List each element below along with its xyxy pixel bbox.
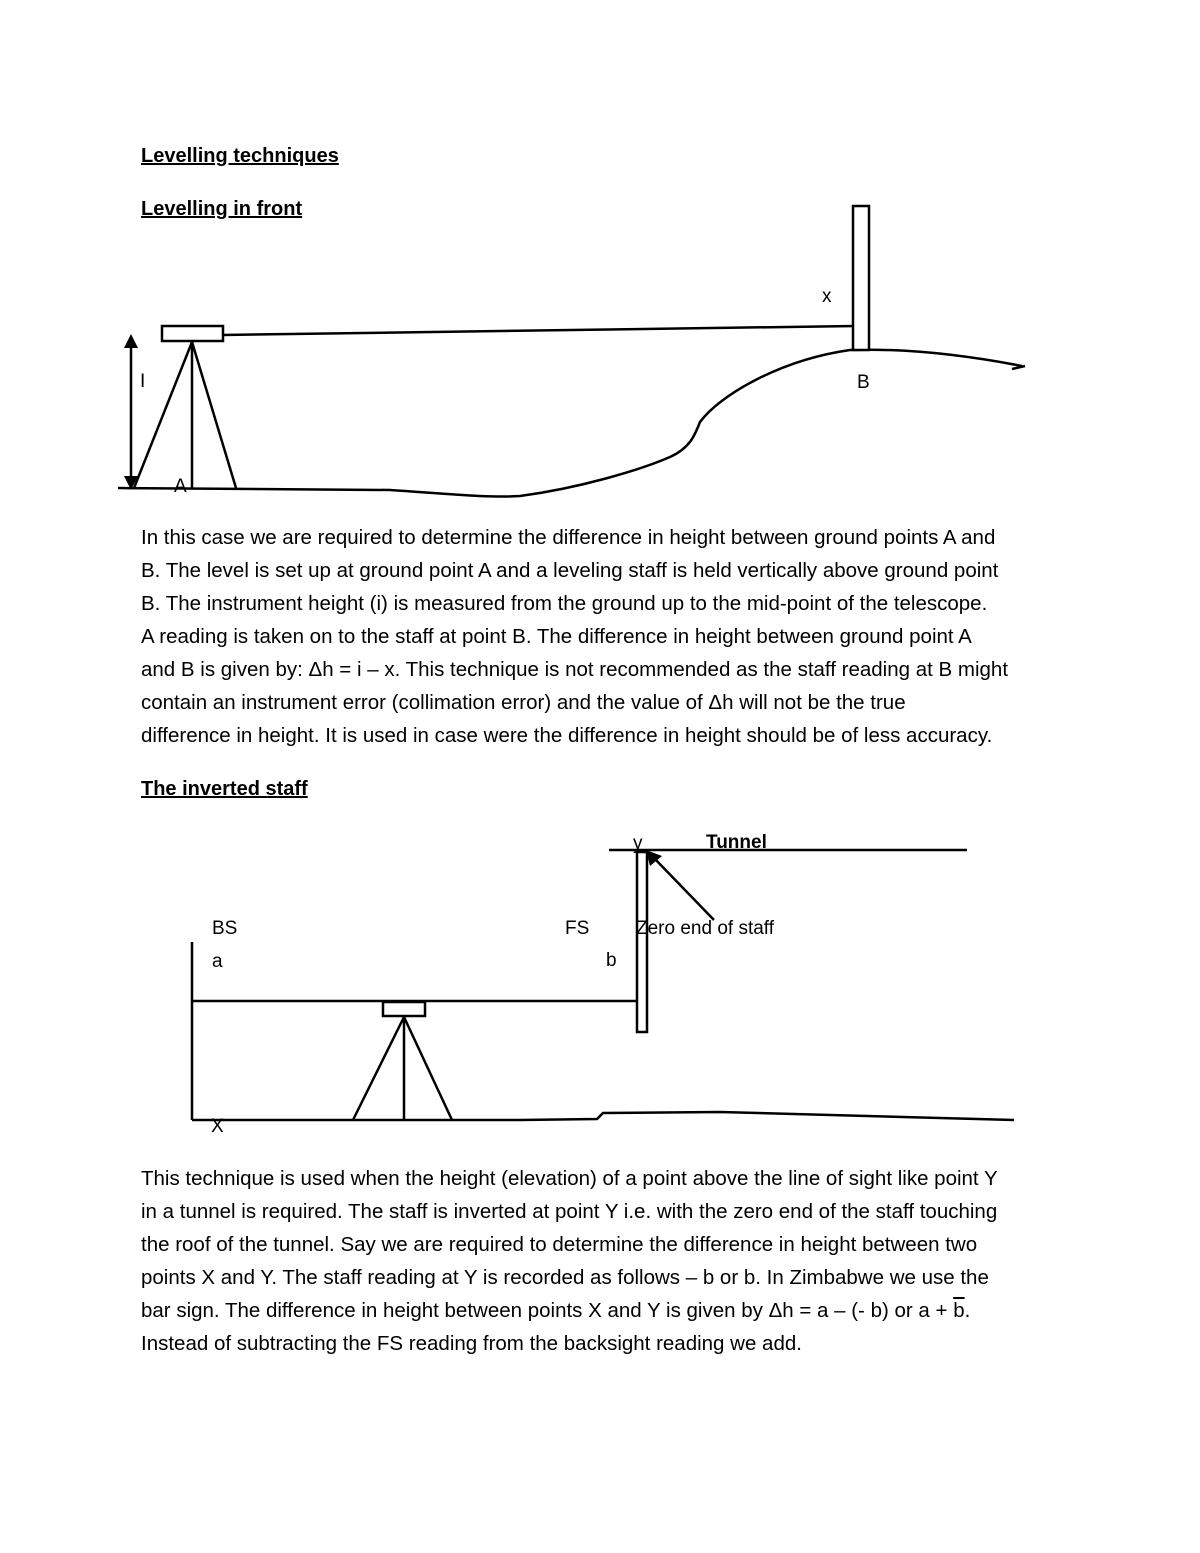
label-tunnel: Tunnel — [706, 832, 767, 853]
label-point-x: X — [211, 1116, 224, 1137]
paragraph-line: B. The instrument height (i) is measured from the ground up to the mid-point of the telescope. — [141, 592, 988, 615]
paragraph-line: This technique is used when the height (elevation) of a point above the line of sight like point Y — [141, 1167, 998, 1190]
paragraph-line: points X and Y. The staff reading at Y is recorded as follows – b or b. In Zimbabwe we use the — [141, 1266, 989, 1289]
paragraph-line: the roof of the tunnel. Say we are required to determine the difference in height between two — [141, 1233, 978, 1256]
levelling-in-front-diagram — [0, 195, 1200, 505]
paragraph-inverted-staff — [141, 1162, 1071, 1360]
ground-profile — [118, 350, 1022, 497]
inverted-staff — [637, 852, 647, 1032]
section-heading-levelling-in-front: Levelling in front — [141, 198, 303, 220]
label-zero-end-of-staff: Zero end of staff — [636, 918, 775, 939]
inverted-staff-diagram — [0, 825, 1200, 1140]
text-run: . — [964, 1299, 971, 1322]
arrow-head-top — [124, 334, 138, 348]
paragraph-line: contain an instrument error (collimation error) and the value of Δh will not be the true — [141, 691, 906, 714]
label-point-b: B — [857, 372, 870, 393]
level-telescope — [383, 1002, 425, 1016]
tripod-leg-right — [192, 342, 236, 488]
paragraph-line: In this case we are required to determine the difference in height between ground points A and — [141, 526, 996, 549]
paragraph-levelling-in-front — [141, 521, 1071, 752]
line-of-sight — [222, 326, 855, 335]
label-reading-b: b — [606, 950, 617, 971]
paragraph-line: and B is given by: Δh = i – x. This technique is not recommended as the staff reading at B might — [141, 658, 1009, 681]
zero-end-arrow-shaft — [654, 858, 714, 920]
tripod-leg-right — [404, 1017, 452, 1120]
label-backsight: BS — [212, 918, 238, 939]
section-heading-inverted-staff: The inverted staff — [141, 778, 308, 800]
label-foresight: FS — [565, 918, 590, 939]
label-point-y: y — [633, 833, 643, 854]
text-run: bar sign. The difference in height between points X and Y is given by Δh = a – (- b) or a + — [141, 1299, 954, 1322]
levelling-staff — [853, 206, 869, 350]
ground-end-tick — [1012, 366, 1025, 369]
paragraph-line: in a tunnel is required. The staff is inverted at point Y i.e. with the zero end of the staff touching — [141, 1200, 998, 1223]
paragraph-line — [141, 1294, 1071, 1327]
tripod-leg-left — [353, 1017, 404, 1120]
label-point-a: A — [174, 476, 187, 497]
tripod-leg-left — [134, 342, 192, 488]
ground-line — [192, 1112, 1014, 1120]
label-staff-reading-x: x — [822, 286, 832, 307]
paragraph-line: A reading is taken on to the staff at point B. The difference in height between ground point A — [141, 625, 972, 648]
page-title: Levelling techniques — [141, 145, 339, 167]
paragraph-line: Instead of subtracting the FS reading from the backsight reading we add. — [141, 1332, 802, 1355]
level-telescope — [162, 326, 223, 341]
label-reading-a: a — [212, 951, 223, 972]
label-instrument-height: I — [140, 371, 146, 392]
paragraph-line: difference in height. It is used in case were the difference in height should be of less accuracy. — [141, 724, 993, 747]
paragraph-line: B. The level is set up at ground point A and a leveling staff is held vertically above ground point — [141, 559, 999, 582]
bar-sign-b: $\overline{b}$ — [953, 1299, 965, 1322]
